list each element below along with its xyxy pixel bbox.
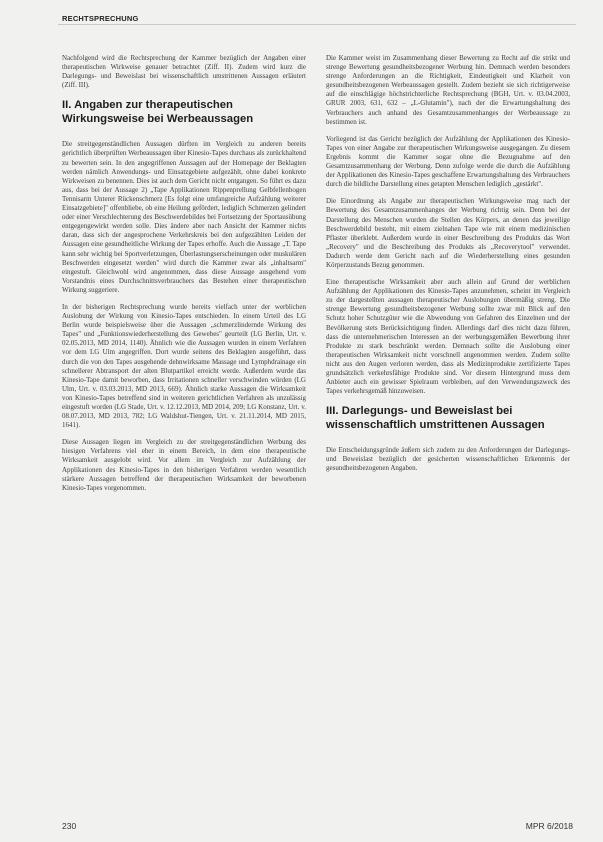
body-paragraph: Diese Aussagen liegen im Vergleich zu der streitgegenständlichen Werbung des hiesigen Verfahrens viel eher in einem Bereich, in dem eine therapeutische Wirksamkeit ausgelobt wird. Vor allem im Vergleich zur Aufzählung der Applikationen des Kinesio-Tapes in den bisherigen Verfahren werden wesentlich stärkere Aussagen betreffend der therapeutischen Wirksamkeit der beworbenen Kinesio-Tapes vorgenommen. xyxy=(62,438,306,492)
body-paragraph: In der bisherigen Rechtsprechung wurde bereits vielfach unter der werblichen Auslobung der Wirkung von Kinesio-Tapes entschieden. In einem Urteil des LG Berlin wurde beispielsweise über die Aussagen „schmerzlindernde Wirkung des Tapes" und „Funktionswiederherstellung des Gewebes" geurteilt (LG Berlin, Urt. v. 02.05.2013, MD 2014, 1140). Ähnlich wie die Aussagen wurden in einem Verfahren vor dem LG Ulm angegriffen. Dort wurde seitens des Beklagten ausgeführt, dass durch die von den Tapes ausgehende dehnwirksame Massage und Lymphdrainage ein schnellerer Abtransport der alten Blutpartikel erreicht werde. Außerdem wurde das Kinesio-Tape damit beworben, dass Irritationen schneller verschwinden würden (LG Ulm, Urt. v. 03.03.2013, MD 2013, 669). Ähnlich starke Aussagen die Wirksamkeit von Kinesio-Tapes betreffend sind in weiteren gerichtlichen Verfahren als unzulässig eingestuft worden (LG Stade, Urt. v. 12.12.2013, MD 2014, 209; LG Konstanz, Urt. v. 08.07.2013, MD 2013, 782; LG Waldshut-Tiengen, Urt. v. 21.11.2014, MD 2015, 1641). xyxy=(62,302,306,430)
body-paragraph: Die Einordnung als Angabe zur therapeutischen Wirkungsweise mag nach der Bewertung des Gesamtzusammenhanges der Werbung richtig sein. Denn bei der Darstellung des Menschen wurden die Stellen des Körpers, an denen das jeweilige Beschwerdebild besteht, mit einem zielnahen Tape wie mit einem medizinischen Pflaster überklebt. Außerdem wurde in einer Beschreibung des Produkts das Wort „Recovery" und die Beschreibung des Produkts als „Recoverytool" verwendet. Dadurch werde dem Gericht nach auf die Wiederherstellung eines gesunden Körperzustands Bezug genommen. xyxy=(326,197,570,269)
header-rule xyxy=(58,24,576,25)
body-paragraph: Eine therapeutische Wirksamkeit aber auch allein auf Grund der werblichen Aufzählung der Applikationen des Kinesio-Tapes anzunehmen, scheint im Vergleich zu der dargestellten aussagen therapeutischer Auslobungen übermäßig streng. Die strenge Bewertung gesundheitsbezogener Werbung sollte zwar mit Blick auf den Schutz hoher Schutzgüter wie die Abwendung von Gefahren des Einzelnen und der Bevölkerung stets Berücksichtigung finden. Allerdings darf dies nicht dazu führen, dass die unternehmerischen Interessen an der werbungsgemäßen Bewerbung ihrer Produkte zu stark beschränkt werden. Demnach sollte die Auslobung einer therapeutischen Wirksamkeit nicht vorschnell angenommen werden. Zudem sollte nicht aus den Augen verloren werden, dass als Medizinprodukte zertifizierte Tapes grundsätzlich verkehrsfähige Produkte sind. Vor diesem Hintergrund muss dem Anbieter auch ein gewisser Spielraum verbleiben, auf den Verwendungszweck des Tapes verkehrsgemäß hinzuweisen. xyxy=(326,278,570,396)
left-column xyxy=(62,54,306,501)
section-header: RECHTSPRECHUNG xyxy=(62,14,139,23)
journal-issue: MPR 6/2018 xyxy=(525,821,573,831)
body-paragraph: Die streitgegenständlichen Aussagen dürften im Vergleich zu anderen bereits gerichtlich überprüften Werbeaussagen über Kinesio-Tapes durchaus als zurückhaltend zu bewerten sein. In den angegriffenen Aussagen auf der Homepage der Beklagten werden nämlich Anwendungs- und Einsatzgebiete aufgezählt, ohne dabei konkrete Wirkweisen zu benennen. Dies ist auch dem Gericht nicht entgangen. So führt es dazu aus, dass bei der Aussage 2) „Tape Applikationen Rippenprellung Gelbfellenbogen Tennisarm Unterer Rückenschmerz [Es folgt eine umfangreiche Aufzählung weiterer Einsatzgebiete]" offenbliebe, ob eine Heilung gefördert, lediglich Schmerzen gelindert oder einer Verschlechterung des Beschwerdebildes bei Fortsetzung der Sportausübung entgegengewirkt werden solle. Dies ändere aber nach Ansicht der Kammer nichts daran, dass sich der angesprochene Verkehrskreis bei den aufgezählten Leiden der Aussagen eine gesundheitliche Wirkung der Tapes erhoffe. Auch die Aussage „T. Tape kann sehr wichtig bei Sportverletzungen, Überlastungserscheinungen oder muskulären Beschwerden eingesetzt werden" wird durch die Kammer zwar als „inhaltsarm" eingestuft. Gleichwohl wird angenommen, dass diese Aussage ausgehend vom Vorstandnis eines Durchschnittsverbrauchers das Bestehen einer therapeutischen Wirkung suggeriere. xyxy=(62,140,306,294)
section-heading-iii: III. Darlegungs- und Beweislast bei wissenschaftlich umstrittenen Aussagen xyxy=(326,405,545,432)
body-paragraph: Vorliegend ist das Gericht bezüglich der Aufzählung der Applikationen des Kinesio-Tapes von einer Angabe zur therapeutischen Wirkungsweise ausgegangen. Zu diesem Ergebnis kommt die Kammer sogar ohne die Bezugnahme auf den Gesamtzusammenhang der Werbung. Denn zufolge werde die durch die Aufzählung der Applikationen des Kinesio-Tapes geschaffene Erwartungshaltung des Verbrauchers durch die bildliche Darstellung eines getapten Menschen lediglich „gestärkt". xyxy=(326,134,570,189)
intro-paragraph: Nachfolgend wird die Rechtsprechung der Kammer bezüglich der Angaben einer therapeutischen Wirkweise genauer betrachtet (Ziff. II). Zudem wird kurz die Darlegungs- und Beweislast bei wissenschaftlich umstrittenen Aussagen erläutert (Ziff. III). xyxy=(62,54,306,90)
right-column xyxy=(326,54,570,482)
section-heading-ii: II. Angaben zur therapeutischen Wirkungsweise bei Werbeaussagen xyxy=(62,99,254,126)
body-paragraph: Die Entscheidungsgründe äußern sich zudem zu den Anforderungen der Darlegungs- und Beweislast bezüglich der gesicherten wissenschaftlichen Erkenntnis der gesundheitsbezogenen Angaben. xyxy=(326,446,570,473)
body-paragraph: Die Kammer weist im Zusammenhang dieser Bewertung zu Recht auf die strikt und strenge Bewertung gesundheitsbezogener Werbung hin. Demnach werden besonders strenge Anforderungen an die Richtigkeit, Eindeutigkeit und Klarheit von gesundheitsbezogenen Werbeaussagen gestellt. Zudem bezieht sie sich richtigerweise auf die einschlägige höchstrichterliche Rechtsprechung (BGH, Urt. v. 03.04.2003, GRUR 2003, 631, 632 – „L-Glutamin"), nach der die Erwartungshaltung des Verbrauchers auch anhand des Gesamtzusammenhanges der Werbeaussage zu bestimmen ist. xyxy=(326,54,570,126)
page-number: 230 xyxy=(62,821,77,831)
